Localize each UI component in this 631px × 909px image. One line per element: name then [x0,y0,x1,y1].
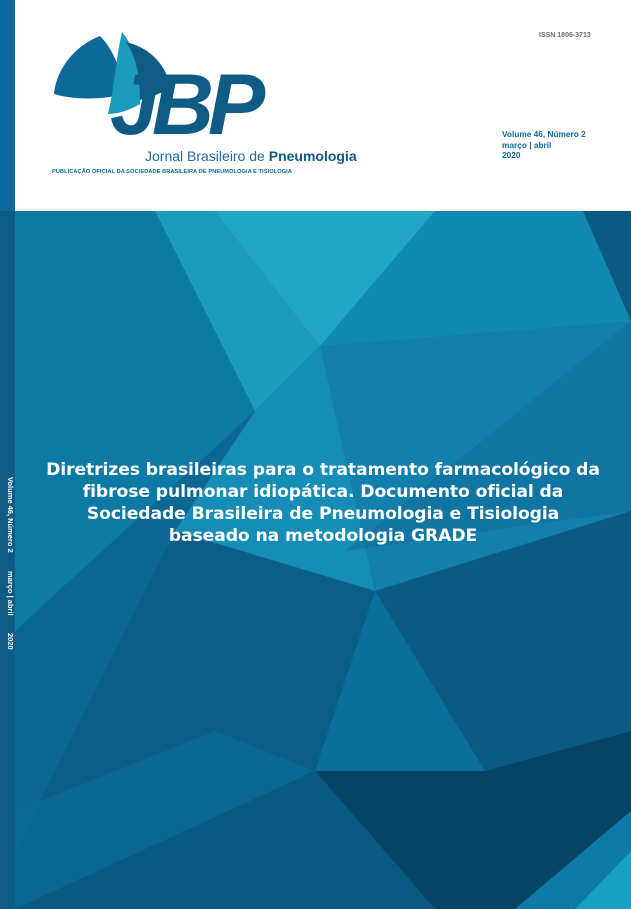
cover-artwork [15,211,631,909]
publisher-line: PUBLICAÇÃO OFICIAL DA SOCIEDADE BRASILEIRA DE PNEUMOLOGIA E TISIOLOGIA [52,169,292,175]
issn: ISSN 1806-3713 [539,32,591,39]
title-line: baseado na metodologia GRADE [168,526,478,546]
issue-volume: Volume 46, Número 2 [502,129,586,139]
spine-text [1,477,15,697]
journal-name-prefix: Jornal Brasileiro de [145,148,265,164]
title-line: Diretrizes brasileiras para o tratamento farmacológico da [46,460,600,480]
spine-months: março | abril [6,570,15,616]
journal-name [145,148,357,164]
issue-months: março | abril [502,139,552,150]
spine-volume: Volume 46, Número 2 [6,477,15,553]
spine-top [0,0,15,211]
jbp-logo-icon [52,28,267,158]
logo-letters [110,57,266,153]
issue-year: 2020 [502,150,521,160]
article-title [15,459,631,547]
issue-info [502,129,586,161]
svg-text:JBP: JBP [110,57,260,153]
spine-year: 2020 [6,633,15,651]
journal-name-bold: Pneumologia [268,148,357,164]
title-line: Sociedade Brasileira de Pneumologia e Tisiologia [86,504,560,524]
spine [0,0,15,909]
title-line: fibrose pulmonar idiopática. Documento oficial da [82,482,564,502]
cover-header [15,0,631,211]
